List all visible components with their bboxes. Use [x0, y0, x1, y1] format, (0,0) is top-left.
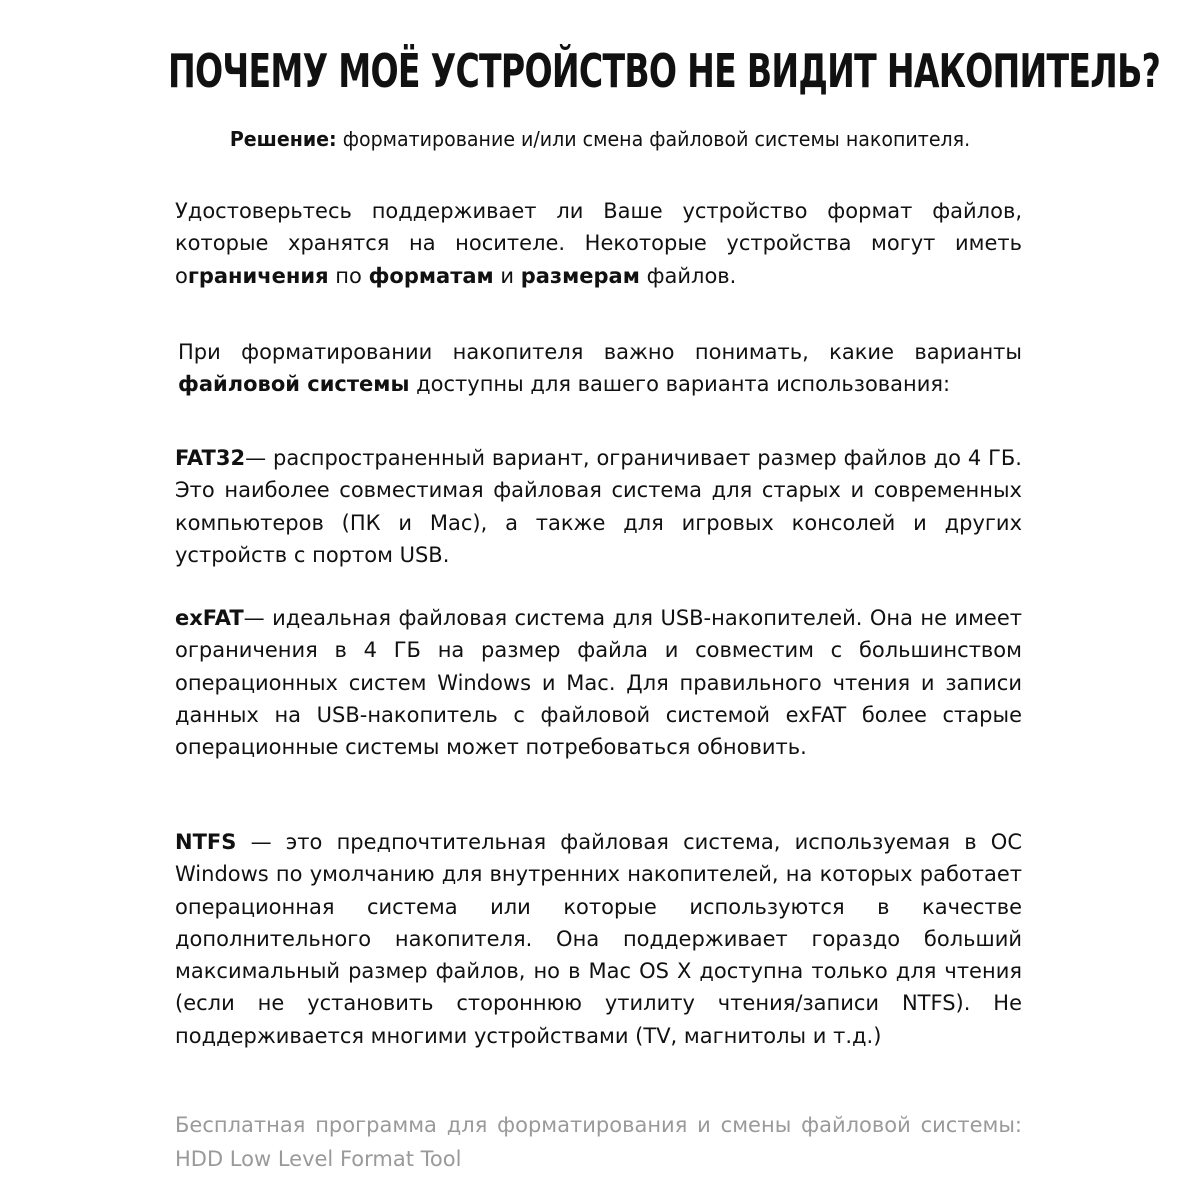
intro-bold-limits: граничения: [187, 263, 329, 288]
exfat-name: exFAT: [175, 606, 244, 630]
exfat-paragraph: [175, 602, 1022, 763]
exfat-text: — идеальная файловая система для USB-накопителей. Она не имеет ограничения в 4 ГБ на размер файла и совместим с большинством операционных систем Windows и Mac. Для правильного чтения и записи данных на USB-накопитель с файловой системой exFAT более старые операционные системы может потребоваться обновить.: [175, 606, 1022, 760]
solution-label: Решение:: [229, 127, 337, 151]
fs-intro-bold: файловой системы: [178, 372, 410, 397]
fat32-name: FAT32: [175, 446, 246, 470]
intro-bold-sizes: размерам: [520, 263, 640, 288]
fat32-paragraph: [175, 442, 1022, 571]
intro-bold-formats: форматам: [368, 263, 494, 288]
ntfs-name: NTFS: [175, 830, 237, 854]
intro-text-4: файлов.: [639, 263, 737, 288]
ntfs-paragraph: [175, 826, 1022, 1052]
page-title: ПОЧЕМУ МОЁ УСТРОЙСТВО НЕ ВИДИТ НАКОПИТЕЛЬ?: [167, 44, 1161, 98]
intro-text-3: и: [493, 263, 521, 288]
fat32-text: — распространенный вариант, ограничивает размер файлов до 4 ГБ. Это наиболее совместимая файловая система для старых и современных компьютеров (ПК и Mac), а также для игровых консолей и других устройств с портом USB.: [175, 446, 1022, 567]
ntfs-text: — это предпочтительная файловая система, используемая в ОС Windows по умолчанию для внутренних накопителей, на которых работает операционная система или которые используются в качестве дополнительного накопителя. Она поддерживает гораздо больший максимальный размер файлов, но в Mac OS X доступна только для чтения (если не установить стороннюю утилиту чтения/записи NTFS). Не поддерживается многими устройствами (TV, магнитолы и т.д.): [175, 830, 1022, 1048]
intro-text-2: по: [328, 263, 369, 288]
intro-text-1: Удостоверьтесь поддерживает ли Ваше устройство формат файлов, которые хранятся на носителе. Некоторые устройства могут иметь о: [175, 199, 1022, 288]
solution-text: форматирование и/или смена файловой системы накопителя.: [336, 127, 971, 151]
footer-note: Бесплатная программа для форматирования и смены файловой системы: HDD Low Level Format Tool: [175, 1113, 1022, 1171]
intro-paragraph: [175, 195, 1022, 292]
fs-intro-text-1: При форматировании накопителя важно понимать, какие варианты: [178, 340, 1022, 364]
fs-intro-text-2: доступны для вашего варианта использования:: [409, 372, 951, 397]
solution-line: [182, 124, 1018, 154]
filesystem-intro-paragraph: [178, 336, 1022, 401]
